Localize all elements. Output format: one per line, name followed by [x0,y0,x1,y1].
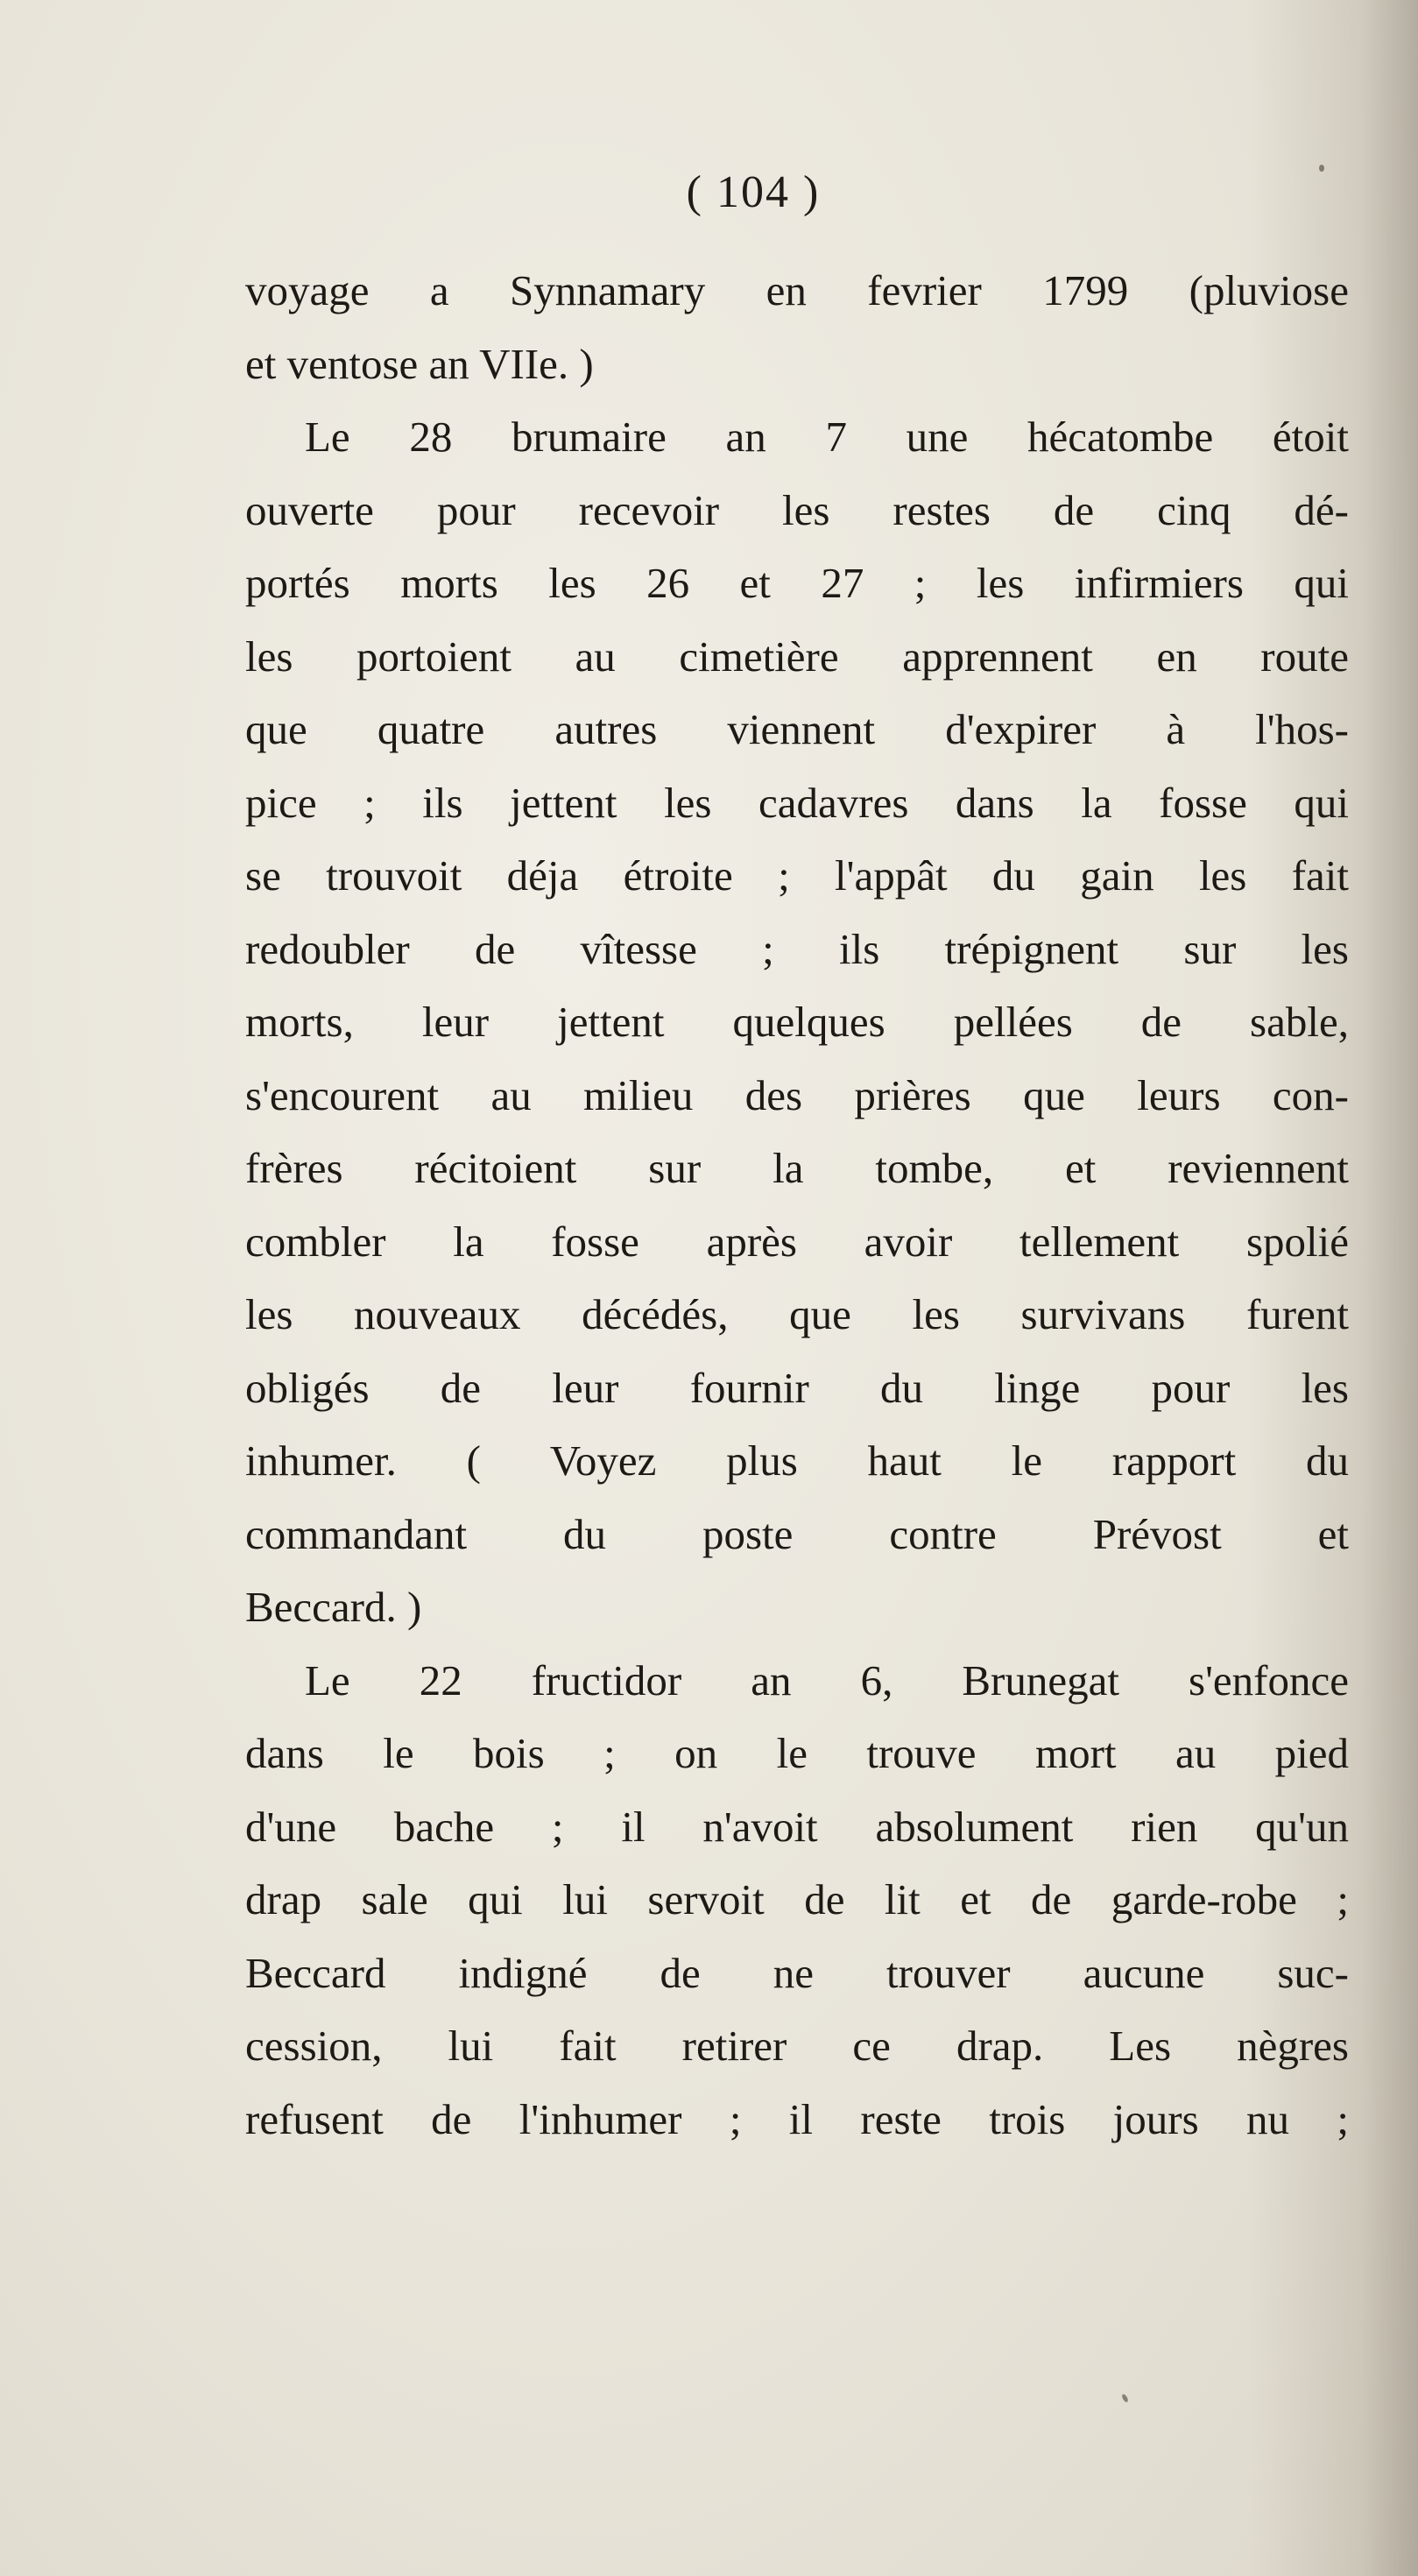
text-line: et ventose an VIIe. ) [245,339,594,388]
text-line: redoubler de vîtesse ; ils trépignent sur les [245,924,1349,973]
text-line: les nouveaux décédés, que les survivans furent [245,1290,1349,1338]
paper-speck [1319,165,1324,172]
text-line: drap sale qui lui servoit de lit et de garde-robe ; [245,1875,1349,1923]
text-line: les portoient au cimetière apprennent en route [245,632,1349,681]
text-line: portés morts les 26 et 27 ; les infirmiers qui [245,559,1349,607]
paragraph-start-line: Le 28 brumaire an 7 une hécatombe étoit [305,413,1349,461]
text-line: inhumer. ( Voyez plus haut le rapport du [245,1436,1349,1485]
text-line: s'encourent au milieu des prières que leurs con- [245,1070,1349,1119]
body-text [245,254,1349,2156]
text-line: que quatre autres viennent d'expirer à l'hos- [245,705,1349,753]
text-line: refusent de l'inhumer ; il reste trois jours nu ; [245,2094,1349,2143]
text-line: morts, leur jettent quelques pellées de sable, [245,998,1349,1046]
text-line: Beccard. ) [245,1583,422,1631]
text-line: commandant du poste contre Prévost et [245,1509,1349,1558]
paragraph-start-line: Le 22 fructidor an 6, Brunegat s'enfonce [305,1655,1349,1704]
text-line: frères récitoient sur la tombe, et reviennent [245,1144,1349,1192]
text-line: pice ; ils jettent les cadavres dans la fosse qui [245,778,1349,827]
text-line: obligés de leur fournir du linge pour les [245,1363,1349,1412]
text-line: ouverte pour recevoir les restes de cinq dé- [245,485,1349,534]
page-number: ( 104 ) [686,167,821,217]
text-line: dans le bois ; on le trouve mort au pied [245,1729,1349,1777]
text-line: se trouvoit déja étroite ; l'appât du gain les fait [245,851,1349,900]
text-line: voyage a Synnamary en fevrier 1799 (pluviose [245,266,1349,314]
text-line: Beccard indigné de ne trouver aucune suc- [245,1948,1349,1997]
paper-speck [1121,2393,1129,2403]
text-line: cession, lui fait retirer ce drap. Les nègres [245,2022,1349,2070]
text-line: combler la fosse après avoir tellement spolié [245,1217,1349,1266]
text-line: d'une bache ; il n'avoit absolument rien qu'un [245,1802,1349,1851]
